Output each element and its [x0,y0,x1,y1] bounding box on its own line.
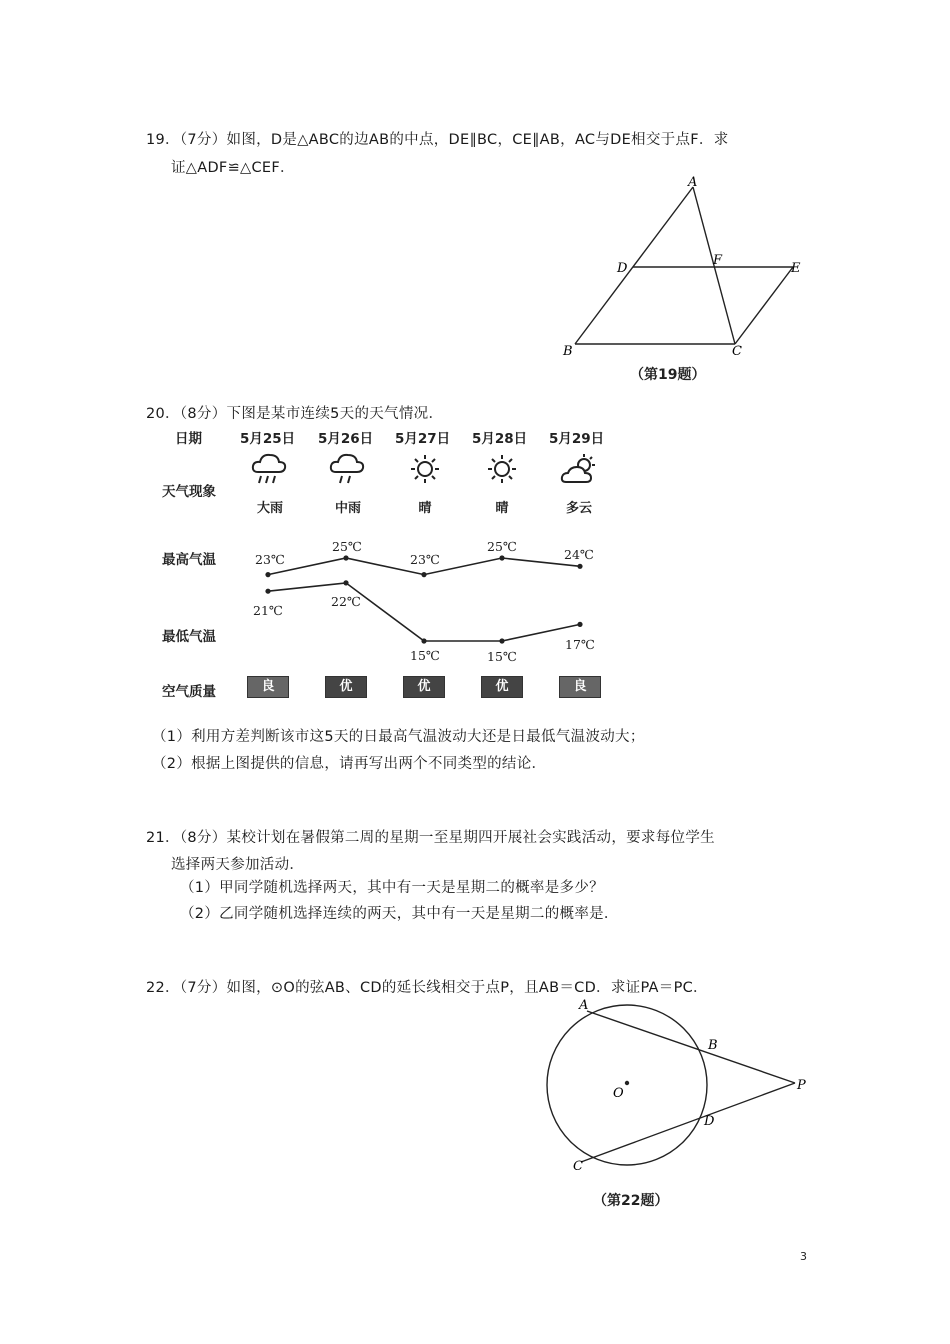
q22-line1: 22．（7分）如图，⊙O的弦AB、CD的延长线相交于点P，且AB＝CD．求证PA＝PC． [146,980,708,996]
q19-point-d: D [617,261,628,276]
air-quality-day1: 良 [247,676,289,698]
cloudy-icon [560,452,600,488]
row-label-date: 日期 [175,431,202,447]
high-label-day3: 23℃ [410,552,440,567]
high-temp-point-1 [265,572,270,577]
row-label-high: 最高气温 [162,552,216,568]
q19-side-ab [575,187,693,344]
q19-point-c: C [732,344,742,359]
q22-point-d: D [704,1114,715,1129]
high-temp-point-2 [343,555,348,560]
q22-secant-ap [587,1011,795,1083]
sunny-icon [405,452,445,488]
low-label-day1: 21℃ [253,603,283,618]
condition-day3: 晴 [418,501,432,516]
temperature-line-chart [0,530,950,670]
low-label-day2: 22℃ [331,594,361,609]
q21-line2: 选择两天参加活动． [171,857,305,873]
air-quality-day5: 良 [559,676,601,698]
q22-point-p: P [797,1078,806,1093]
high-label-day5: 24℃ [564,547,594,562]
high-temp-point-4 [499,555,504,560]
date-day3: 5月27日 [395,431,451,447]
moderate-rain-icon [328,450,368,488]
heavy-rain-icon [250,450,290,488]
low-label-day3: 15℃ [410,648,440,663]
q19-point-e: E [791,261,801,276]
sunny-icon [482,452,522,488]
page-number: 3 [800,1250,807,1263]
q22-center-dot [625,1081,629,1085]
condition-day4: 晴 [495,501,509,516]
low-temp-point-4 [499,638,504,643]
high-label-day4: 25℃ [487,539,517,554]
q22-point-c: C [573,1159,583,1174]
q19-point-f: F [713,253,723,268]
air-quality-day3: 优 [403,676,445,698]
q19-line2: 证△ADF≌△CEF． [171,160,295,176]
q22-point-b: B [708,1038,718,1053]
air-quality-day2: 优 [325,676,367,698]
q19-point-b: B [563,344,573,359]
date-day5: 5月29日 [549,431,605,447]
q21-line1: 21．（8分）某校计划在暑假第二周的星期一至星期四开展社会实践活动，要求每位学生 [146,830,715,846]
low-temp-point-1 [265,589,270,594]
condition-day1: 大雨 [256,501,283,516]
low-label-day4: 15℃ [487,649,517,664]
date-day2: 5月26日 [318,431,374,447]
q19-point-a: A [688,175,698,190]
q22-figure [535,993,815,1178]
q20-sub1: （1）利用方差判断该市这5天的日最高气温波动大还是日最低气温波动大； [152,729,645,745]
q21-sub2: （2）乙同学随机选择连续的两天，其中有一天是星期二的概率是． [180,906,619,922]
low-temp-series-line [268,583,580,641]
q20-line1: 20．（8分）下图是某市连续5天的天气情况． [146,406,444,422]
q22-point-o: O [613,1086,624,1101]
high-temp-point-5 [577,564,582,569]
q20-sub2: （2）根据上图提供的信息，请再写出两个不同类型的结论． [152,756,547,772]
low-temp-point-3 [421,638,426,643]
condition-day2: 中雨 [334,501,361,516]
date-day1: 5月25日 [240,431,296,447]
q22-point-a: A [579,998,589,1013]
high-label-day2: 25℃ [332,539,362,554]
low-temp-point-5 [577,622,582,627]
air-quality-day4: 优 [481,676,523,698]
high-temp-point-3 [421,572,426,577]
q22-fig-caption: （第22题） [593,1193,669,1209]
row-label-low: 最低气温 [162,629,216,645]
low-temp-point-2 [343,580,348,585]
q21-sub1: （1）甲同学随机选择两天，其中有一天是星期二的概率是多少？ [180,880,604,896]
q19-figure [555,172,815,362]
q19-fig-caption: （第19题） [630,367,706,383]
q19-line1: 19．（7分）如图，D是△ABC的边AB的中点，DE∥BC，CE∥AB，AC与DE相交于点F．求 [146,132,729,148]
low-label-day5: 17℃ [565,637,595,652]
condition-day5: 多云 [565,501,592,516]
high-label-day1: 23℃ [255,552,285,567]
q19-segment-ce [735,267,793,344]
row-label-weather: 天气现象 [162,484,216,500]
date-day4: 5月28日 [472,431,528,447]
row-label-air: 空气质量 [162,684,216,700]
